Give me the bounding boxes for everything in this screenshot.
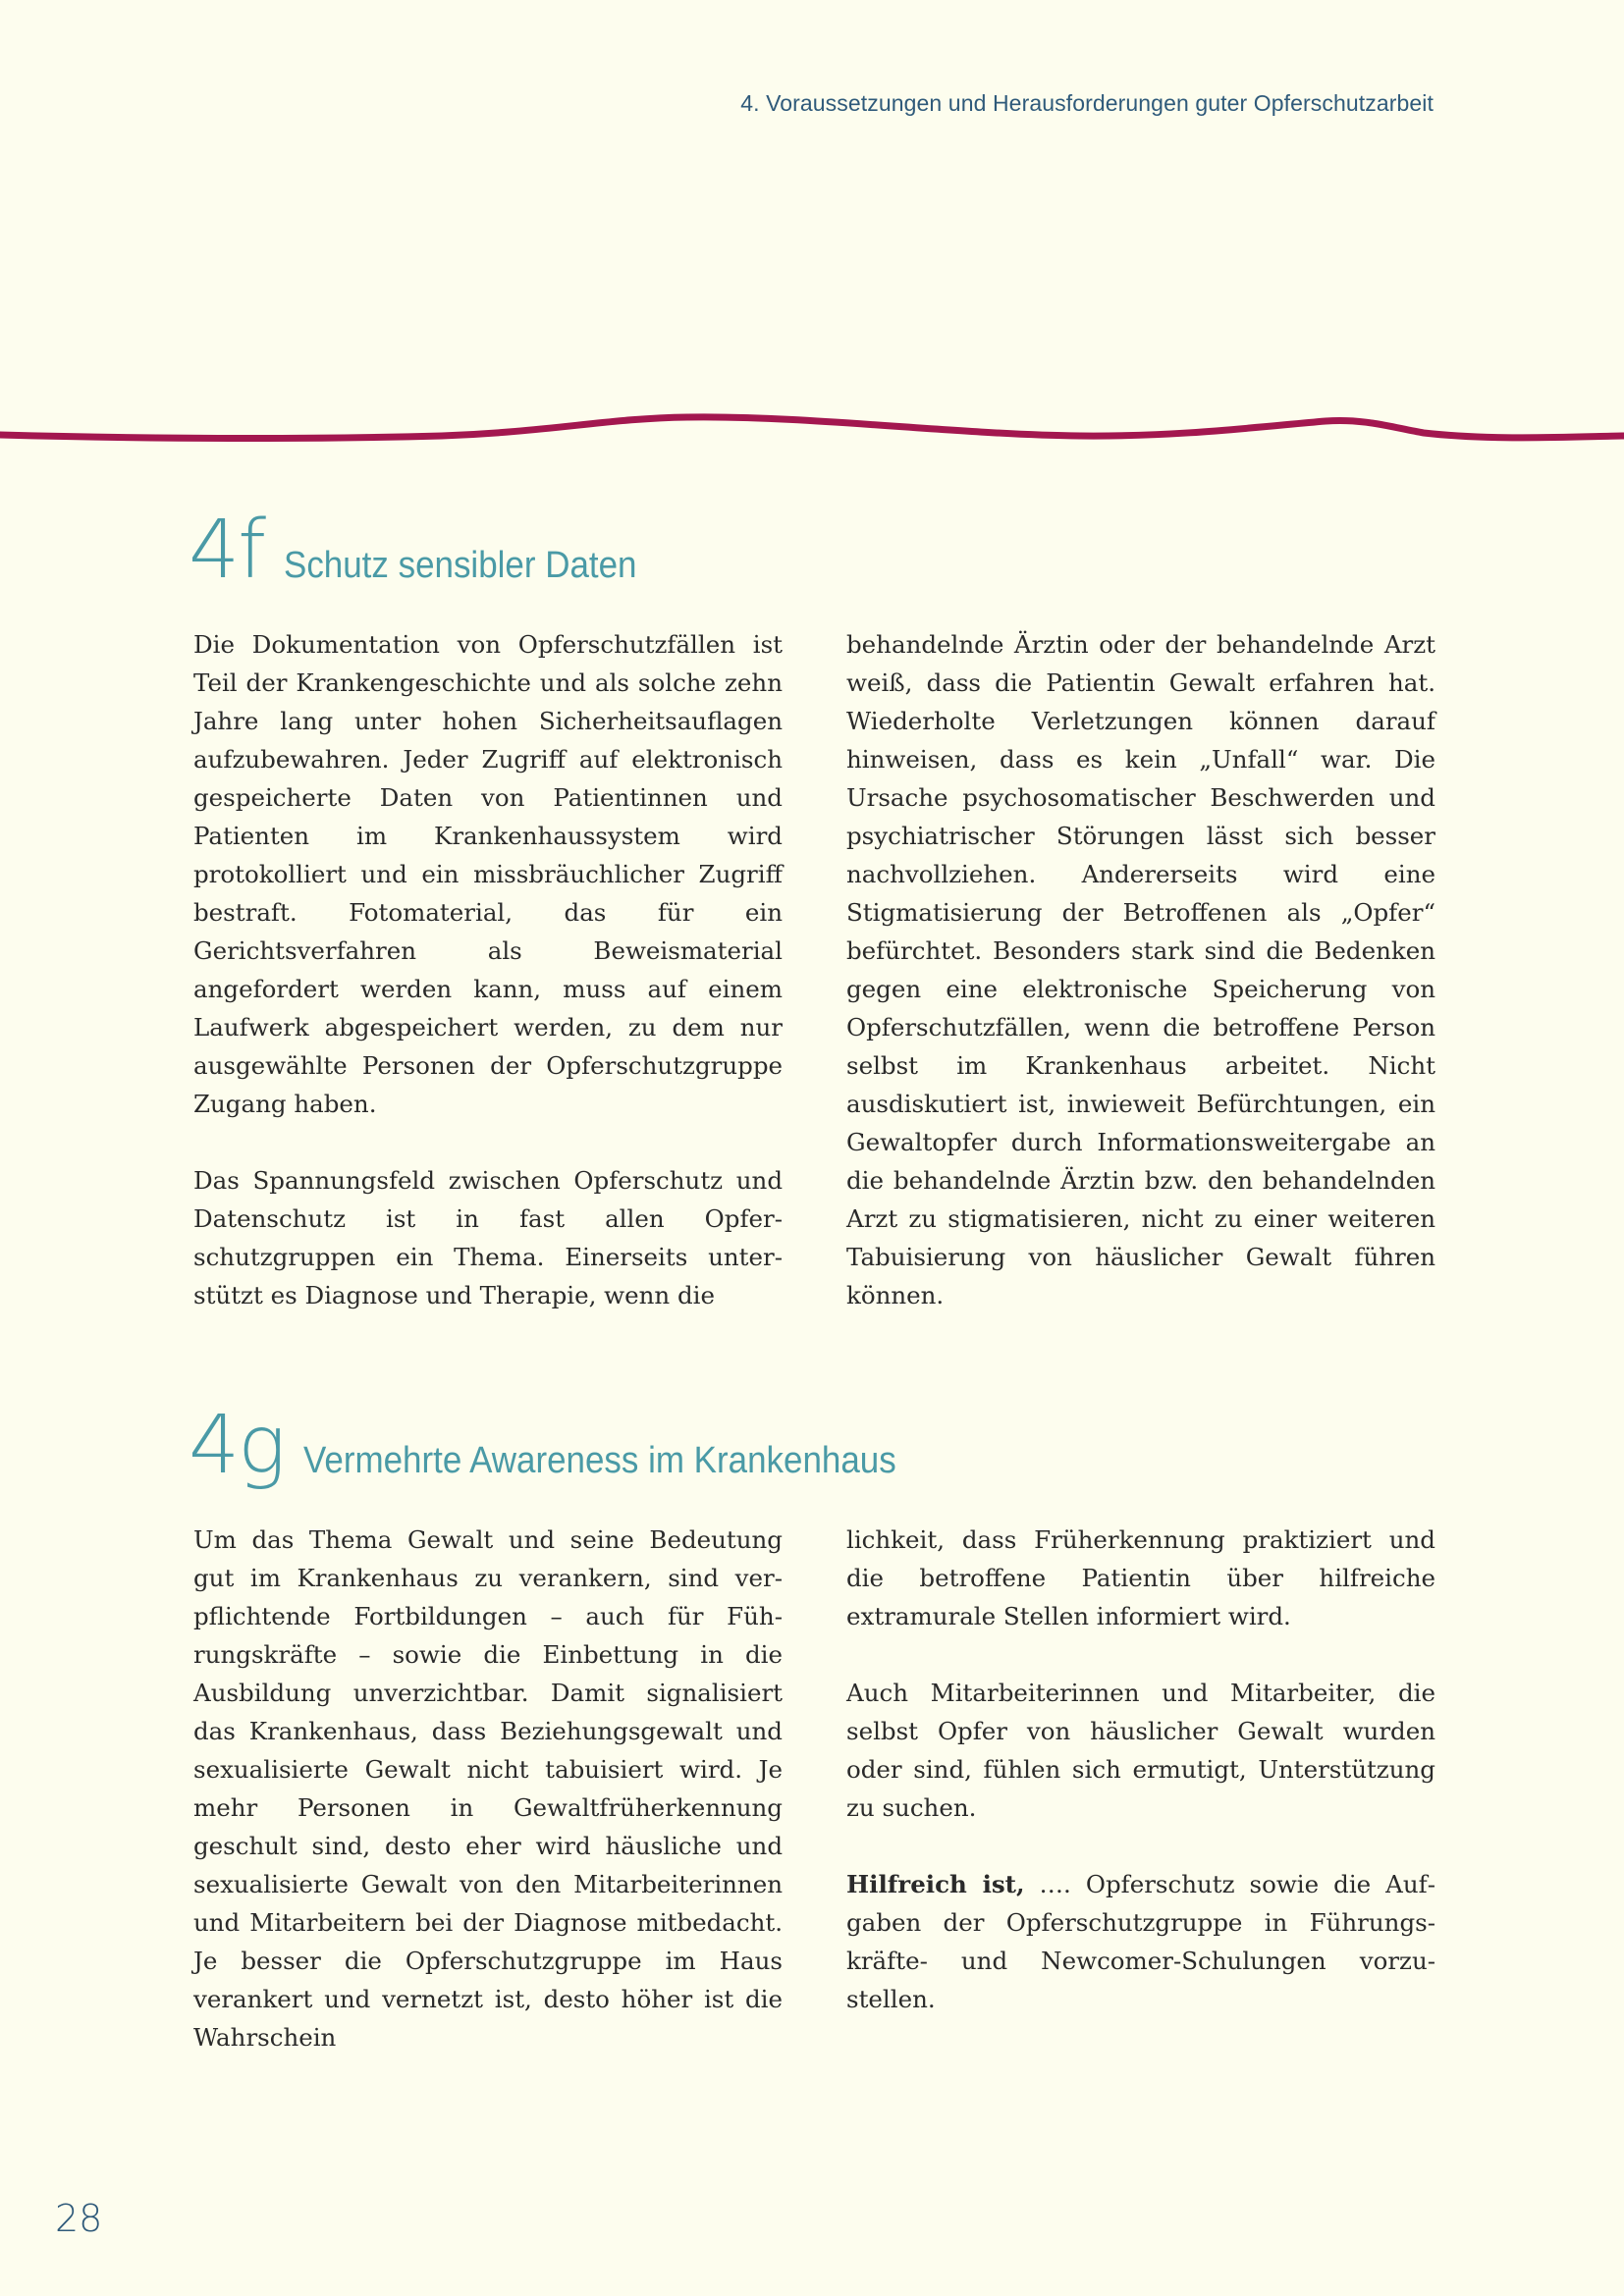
paragraph: Die Dokumentation von Opferschutzfällen ist Teil der Krankengeschichte und als solche zehn Jahre lang unter hohen Sicherheitsauflagen aufzubewahren. Jeder Zugriff auf elektronisch gespeicherte Daten von Patientinnen und Patienten im Krankenhaussystem wird protokolliert und ein missbräuchlicher Zugriff bestraft. Fotomaterial, das für ein Gerichtsverfahren als Beweismaterial angefordert werden kann, muss auf einem Laufwerk abgespeichert werden, zu dem nur ausgewählte Personen der Opferschutzgruppe Zugang haben. — [193, 630, 783, 1118]
section-number: 4g — [189, 1399, 285, 1492]
section-4f-left-column — [193, 625, 783, 1314]
section-number: 4f — [189, 504, 265, 597]
wave-line — [0, 417, 1624, 439]
paragraph: Das Spannungsfeld zwischen Opferschutz und Datenschutz ist in fast allen Opferschutzgruppen ein Thema. Einerseits unterstützt es Diagnose und Therapie, wenn die — [193, 1166, 783, 1309]
tip-paragraph — [846, 1865, 1435, 2018]
tip-text: …. Opferschutz sowie die Aufgaben der Opferschutzgruppe in Führungskräfte- und Newcomer-Schulungen vorzustellen. — [846, 1870, 1436, 2013]
page-number: 28 — [55, 2197, 103, 2240]
paragraph: behandelnde Ärztin oder der behandelnde Arzt weiß, dass die Patientin Gewalt erfahren hat. Wiederholte Verletzungen können darauf hinweisen, dass es kein „Unfall“ war. Die Ursache psychosomatischer Beschwerden und psychiatrischer Störungen lässt sich besser nachvollziehen. Andererseits wird eine Stigmatisierung der Betroffenen als „Opfer“ befürchtet. Besonders stark sind die Bedenken gegen eine elektronische Speicherung von Opferschutzfällen, wenn die betroffene Person selbst im Krankenhaus arbeitet. Nicht ausdiskutiert ist, inwieweit Befürchtungen, ein Gewaltopfer durch Informationsweitergabe an die behandelnde Ärztin bzw. den behandelnden Arzt zu stigmatisieren, nicht zu einer weiteren Tabuisierung von häuslicher Gewalt führen können. — [846, 630, 1435, 1309]
section-4f-right-column — [846, 625, 1435, 1314]
section-4f-title — [189, 504, 668, 597]
section-heading: Schutz sensibler Daten — [284, 545, 637, 586]
paragraph: Auch Mitarbeiterinnen und Mitarbeiter, die selbst Opfer von häuslicher Gewalt wurden oder sind, fühlen sich ermutigt, Unterstützung zu suchen. — [846, 1679, 1435, 1822]
section-4g-title — [189, 1399, 948, 1492]
section-4g-left-column — [193, 1521, 783, 2056]
paragraph: lichkeit, dass Früherkennung praktiziert und die betroffene Patientin über hilfreiche extramurale Stellen informiert wird. — [846, 1525, 1435, 1630]
tip-label: Hilfreich ist, — [846, 1870, 1025, 1898]
decorative-wave-divider — [0, 402, 1624, 442]
paragraph: Um das Thema Gewalt und seine Bedeutung gut im Krankenhaus zu verankern, sind verpflichtende Fortbildungen – auch für Führungskräfte – sowie die Einbettung in die Ausbildung unverzichtbar. Damit signalisiert das Krankenhaus, dass Beziehungsgewalt und sexualisierte Gewalt nicht tabuisiert wird. Je mehr Personen in Gewaltfrüherkennung geschult sind, desto eher wird häusliche und sexualisierte Gewalt von den Mitarbeiterinnen und Mitarbeitern bei der Diagnose mitbedacht. Je besser die Opferschutzgruppe im Haus verankert und vernetzt ist, desto höher ist die Wahrschein — [193, 1525, 783, 2052]
running-header: 4. Voraussetzungen und Herausforderungen guter Opferschutzarbeit — [740, 90, 1434, 116]
section-heading: Vermehrte Awareness im Krankenhaus — [303, 1440, 897, 1481]
section-4g-right-column — [846, 1521, 1435, 2018]
